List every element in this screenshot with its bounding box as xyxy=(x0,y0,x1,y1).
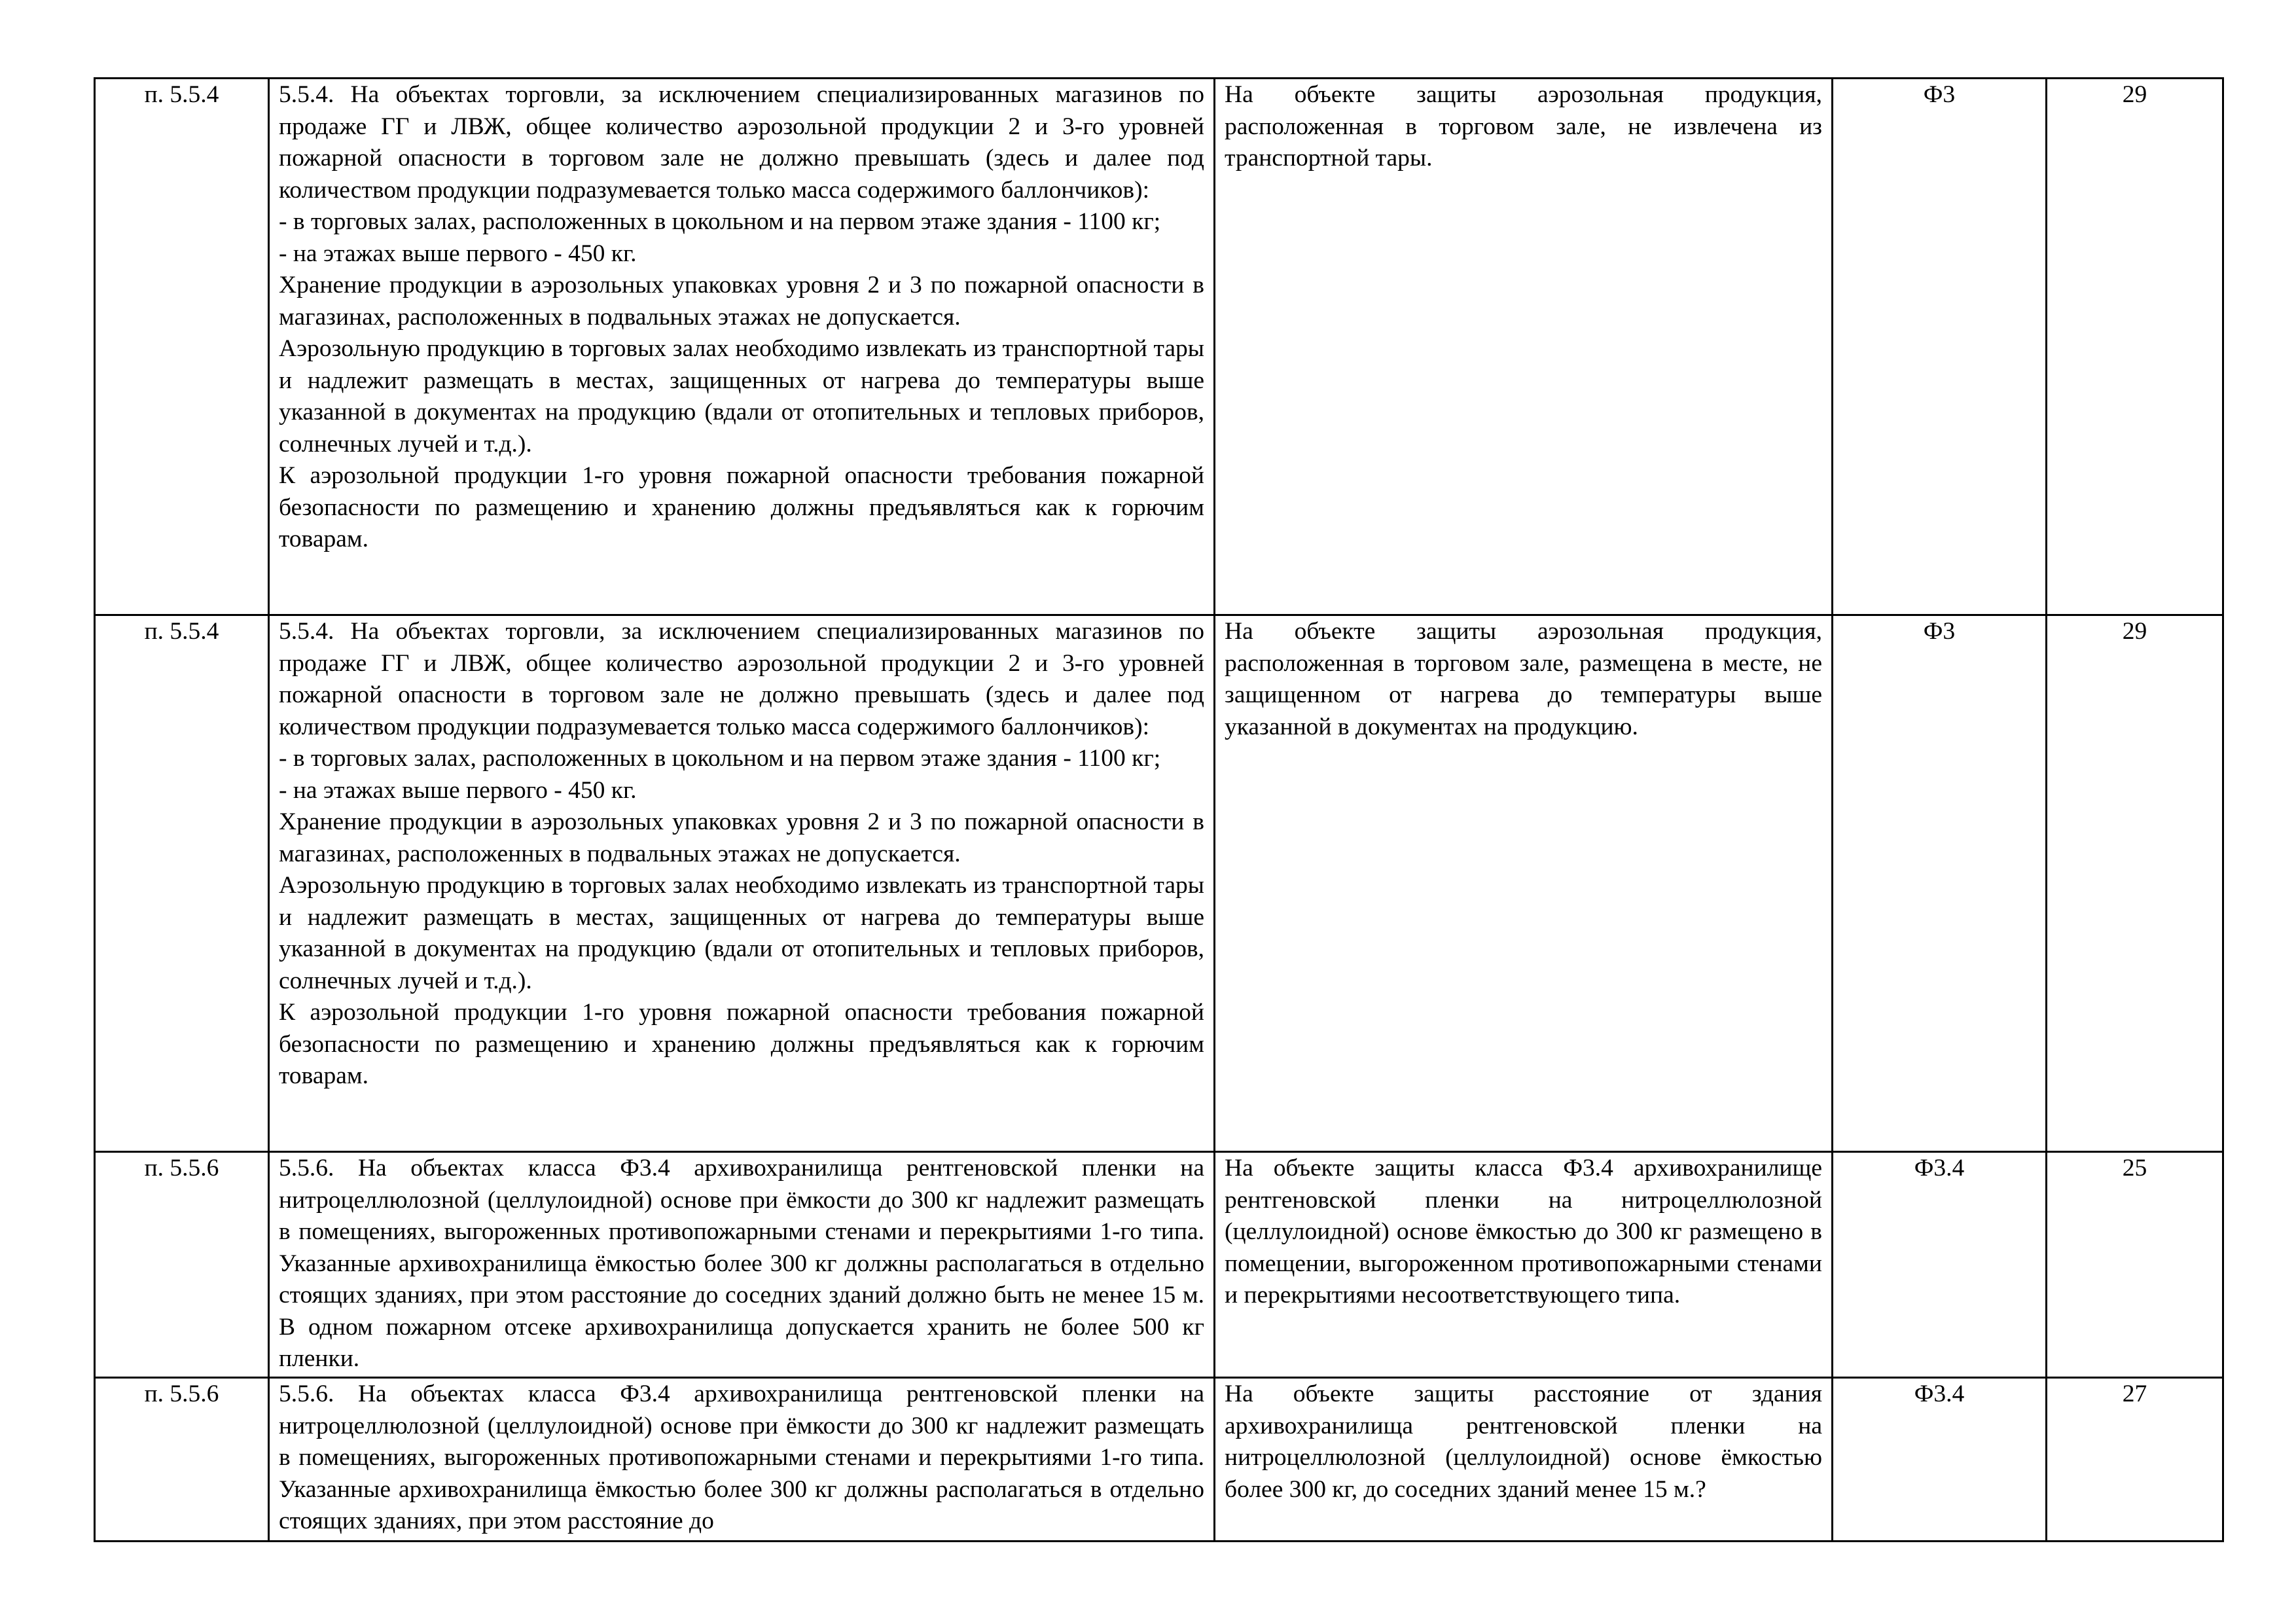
table-row xyxy=(95,1152,2223,1378)
item-number: 27 xyxy=(2047,1378,2223,1542)
clause-reference: п. 5.5.6 xyxy=(95,1152,269,1378)
object-class: Ф3.4 xyxy=(1833,1152,2047,1378)
requirement-text xyxy=(269,79,1215,615)
requirement-paragraph: Хранение продукции в аэрозольных упаковках уровня 2 и 3 по пожарной опасности в магазинах, расположенных в подвальных этажах не допускается. xyxy=(279,272,1204,331)
requirement-paragraph: - на этажах выше первого - 450 кг. xyxy=(279,240,637,267)
requirement-paragraph: - на этажах выше первого - 450 кг. xyxy=(279,776,637,804)
table-row xyxy=(95,615,2223,1152)
object-class: Ф3 xyxy=(1833,79,2047,615)
requirement-text xyxy=(269,1152,1215,1378)
violation-text: На объекте защиты аэрозольная продукция, расположенная в торговом зале, размещена в месте, не защищенном от нагрева до температуры выше указанной в документах на продукцию. xyxy=(1215,615,1833,1152)
requirement-text xyxy=(269,1378,1215,1542)
requirement-paragraph: - в торговых залах, расположенных в цокольном и на первом этаже здания - 1100 кг; xyxy=(279,208,1161,235)
violation-text: На объекте защиты расстояние от здания архивохранилища рентгеновской пленки на нитроцеллюлозной (целлулоидной) основе ёмкостью более 300 кг, до соседних зданий менее 15 м.? xyxy=(1215,1378,1833,1542)
requirements-table xyxy=(94,77,2224,1542)
requirement-paragraph: 5.5.6. На объектах класса Ф3.4 архивохранилища рентгеновской пленки на нитроцеллюлозной (целлулоидной) основе при ёмкости до 300 кг надлежит размещать в помещениях, выгороженных противопожарными стенами и перекрытиями 1-го типа. Указанные архивохранилища ёмкостью более 300 кг должны располагаться в отдельно стоящих зданиях, при этом расстояние до xyxy=(279,1380,1204,1534)
requirement-paragraph: - в торговых залах, расположенных в цокольном и на первом этаже здания - 1100 кг; xyxy=(279,745,1161,772)
requirement-paragraph: Аэрозольную продукцию в торговых залах необходимо извлекать из транспортной тары и надлежит размещать в местах, защищенных от нагрева до температуры выше указанной в документах на продукцию (вдали от отопительных и тепловых приборов, солнечных лучей и т.д.). xyxy=(279,872,1204,994)
clause-reference: п. 5.5.4 xyxy=(95,615,269,1152)
requirement-paragraph: К аэрозольной продукции 1-го уровня пожарной опасности требования пожарной безопасности по размещению и хранению должны предъявляться как к горючим товарам. xyxy=(279,462,1204,552)
requirement-paragraph: 5.5.4. На объектах торговли, за исключением специализированных магазинов по продаже ГГ и ЛВЖ, общее количество аэрозольной продукции 2 и 3-го уровней пожарной опасности в торговом зале не должно превышать (здесь и далее под количеством продукции подразумевается только масса содержимого баллончиков): xyxy=(279,81,1204,204)
table-row xyxy=(95,79,2223,615)
violation-text: На объекте защиты класса Ф3.4 архивохранилище рентгеновской пленки на нитроцеллюлозной (целлулоидной) основе ёмкостью до 300 кг размещено в помещении, выгороженном противопожарными стенами и перекрытиями несоответствующего типа. xyxy=(1215,1152,1833,1378)
item-number: 29 xyxy=(2047,615,2223,1152)
requirement-paragraph: Хранение продукции в аэрозольных упаковках уровня 2 и 3 по пожарной опасности в магазинах, расположенных в подвальных этажах не допускается. xyxy=(279,808,1204,867)
object-class: Ф3.4 xyxy=(1833,1378,2047,1542)
requirement-paragraph: 5.5.6. На объектах класса Ф3.4 архивохранилища рентгеновской пленки на нитроцеллюлозной (целлулоидной) основе при ёмкости до 300 кг надлежит размещать в помещениях, выгороженных противопожарными стенами и перекрытиями 1-го типа. Указанные архивохранилища ёмкостью более 300 кг должны располагаться в отдельно стоящих зданиях, при этом расстояние до соседних зданий должно быть не менее 15 м. В одном пожарном отсеке архивохранилища допускается хранить не более 500 кг пленки. xyxy=(279,1155,1204,1372)
clause-reference: п. 5.5.6 xyxy=(95,1378,269,1542)
requirement-paragraph: 5.5.4. На объектах торговли, за исключением специализированных магазинов по продаже ГГ и ЛВЖ, общее количество аэрозольной продукции 2 и 3-го уровней пожарной опасности в торговом зале не должно превышать (здесь и далее под количеством продукции подразумевается только масса содержимого баллончиков): xyxy=(279,618,1204,740)
requirement-paragraph: Аэрозольную продукцию в торговых залах необходимо извлекать из транспортной тары и надлежит размещать в местах, защищенных от нагрева до температуры выше указанной в документах на продукцию (вдали от отопительных и тепловых приборов, солнечных лучей и т.д.). xyxy=(279,335,1204,458)
item-number: 25 xyxy=(2047,1152,2223,1378)
violation-text: На объекте защиты аэрозольная продукция, расположенная в торговом зале, не извлечена из транспортной тары. xyxy=(1215,79,1833,615)
requirement-paragraph: К аэрозольной продукции 1-го уровня пожарной опасности требования пожарной безопасности по размещению и хранению должны предъявляться как к горючим товарам. xyxy=(279,999,1204,1089)
item-number: 29 xyxy=(2047,79,2223,615)
requirement-text xyxy=(269,615,1215,1152)
clause-reference: п. 5.5.4 xyxy=(95,79,269,615)
table-row xyxy=(95,1378,2223,1542)
object-class: Ф3 xyxy=(1833,615,2047,1152)
